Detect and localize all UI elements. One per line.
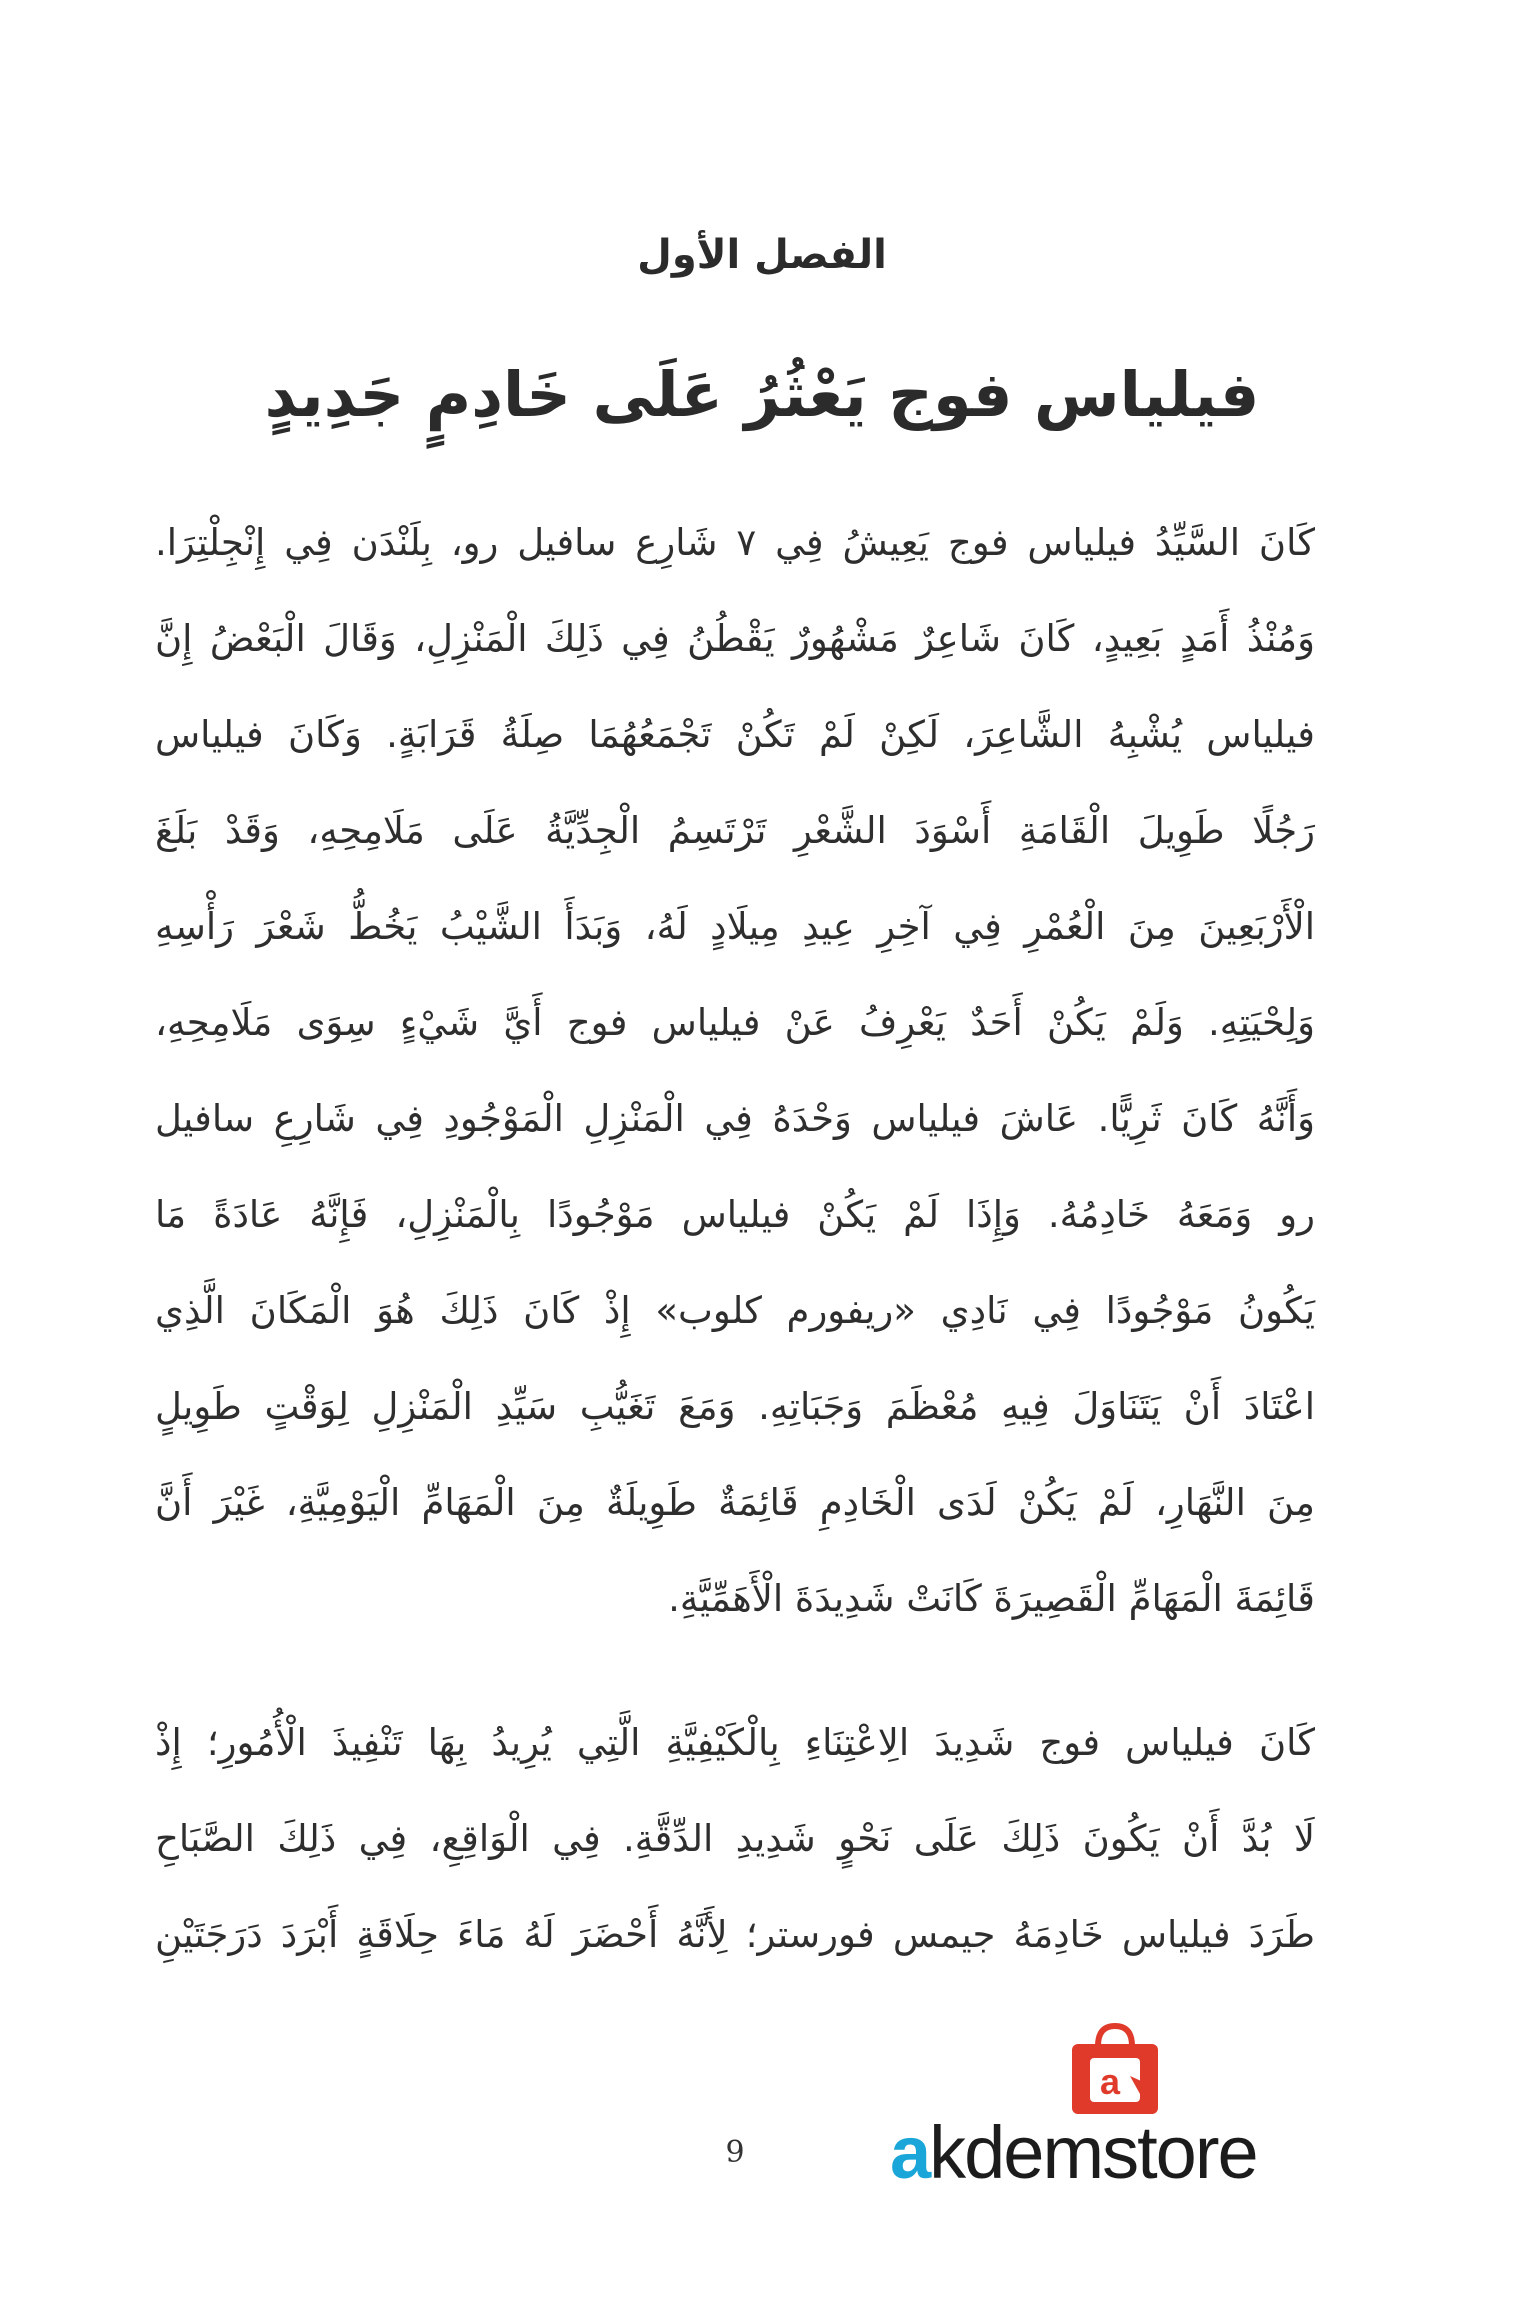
text-line: وَمُنْذُ أَمَدٍ بَعِيدٍ، كَانَ شَاعِرٌ مَشْهُورٌ يَقْطُنُ فِي ذَلِكَ الْمَنْزِلِ، وَقَالَ الْبَعْضُ إِنَّ bbox=[155, 617, 1315, 660]
text-line: لَا بُدَّ أَنْ يَكُونَ ذَلِكَ عَلَى نَحْوٍ شَدِيدِ الدِّقَّةِ. فِي الْوَاقِعِ، فِي ذَلِكَ الصَّبَاحِ bbox=[155, 1817, 1315, 1860]
logo-accent-letter: a bbox=[890, 2111, 930, 2194]
text-line: رَجُلًا طَوِيلَ الْقَامَةِ أَسْوَدَ الشَّعْرِ تَرْتَسِمُ الْجِدِّيَّةُ عَلَى مَلَامِحِهِ، وَقَدْ بَلَغَ bbox=[155, 809, 1315, 852]
text-line: يَكُونُ مَوْجُودًا فِي نَادِي «ريفورم كلوب» إِذْ كَانَ ذَلِكَ هُوَ الْمَكَانَ الَّذِي bbox=[155, 1289, 1315, 1332]
paragraph-1 bbox=[155, 495, 1315, 1647]
text-line: وَلِحْيَتِهِ. وَلَمْ يَكُنْ أَحَدٌ يَعْرِفُ عَنْ فيلياس فوج أَيَّ شَيْءٍ سِوَى مَلَامِحِهِ، bbox=[155, 1001, 1315, 1044]
text-line: اعْتَادَ أَنْ يَتَنَاوَلَ فِيهِ مُعْظَمَ وَجَبَاتِهِ. وَمَعَ تَغَيُّبِ سَيِّدِ الْمَنْزِلِ لِوَقْتٍ طَوِيلٍ bbox=[155, 1385, 1315, 1428]
text-line: كَانَ السَّيِّدُ فيلياس فوج يَعِيشُ فِي ٧ شَارِع سافيل رو، بِلَنْدَن فِي إِنْجِلْتِرَا. bbox=[155, 521, 1315, 564]
text-line: مِنَ النَّهَارِ، لَمْ يَكُنْ لَدَى الْخَادِمِ قَائِمَةٌ طَوِيلَةٌ مِنَ الْمَهَامِّ الْيَوْمِيَّةِ، غَيْرَ أَنَّ bbox=[155, 1481, 1315, 1524]
text-line: وَأَنَّهُ كَانَ ثَرِيًّا. عَاشَ فيلياس وَحْدَهُ فِي الْمَنْزِلِ الْمَوْجُودِ فِي شَارِعِ سافيل bbox=[155, 1097, 1315, 1140]
text-line: كَانَ فيلياس فوج شَدِيدَ الِاعْتِنَاءِ بِالْكَيْفِيَّةِ الَّتِي يُرِيدُ بِهَا تَنْفِيذَ الْأُمُورِ؛ إِذْ bbox=[155, 1721, 1315, 1764]
text-line: رو وَمَعَهُ خَادِمُهُ. وَإِذَا لَمْ يَكُنْ فيلياس مَوْجُودًا بِالْمَنْزِلِ، فَإِنَّهُ عَادَةً مَا bbox=[155, 1193, 1315, 1236]
svg-text:a: a bbox=[1099, 2061, 1121, 2102]
logo-wordmark bbox=[890, 2111, 1257, 2194]
text-line: طَرَدَ فيلياس خَادِمَهُ جيمس فورستر؛ لِأَنَّهُ أَحْضَرَ لَهُ مَاءَ حِلَاقَةٍ أَبْرَدَ دَرَجَتَيْنِ bbox=[155, 1913, 1315, 1956]
text-line: الْأَرْبَعِينَ مِنَ الْعُمْرِ فِي آخِرِ عِيدِ مِيلَادٍ لَهُ، وَبَدَأَ الشَّيْبُ يَخُطُّ شَعْرَ رَأْسِهِ bbox=[155, 905, 1315, 948]
page-number: 9 bbox=[725, 2135, 745, 2170]
paragraph-2 bbox=[155, 1695, 1315, 1983]
chapter-title: فيلياس فوج يَعْثُرُ عَلَى خَادِمٍ جَدِيدٍ bbox=[264, 358, 1260, 431]
text-line: قَائِمَةَ الْمَهَامِّ الْقَصِيرَةَ كَانَتْ شَدِيدَةَ الْأَهَمِّيَّةِ. bbox=[668, 1577, 1315, 1620]
store-logo bbox=[890, 2018, 1330, 2194]
shopping-bag-icon bbox=[1060, 2018, 1170, 2118]
chapter-label: الفصل الأول bbox=[637, 232, 887, 278]
logo-wordmark-rest: kdemstore bbox=[929, 2111, 1257, 2194]
text-line: فيلياس يُشْبِهُ الشَّاعِرَ، لَكِنْ لَمْ تَكُنْ تَجْمَعُهُمَا صِلَةُ قَرَابَةٍ. وَكَانَ فيلياس bbox=[155, 713, 1315, 756]
